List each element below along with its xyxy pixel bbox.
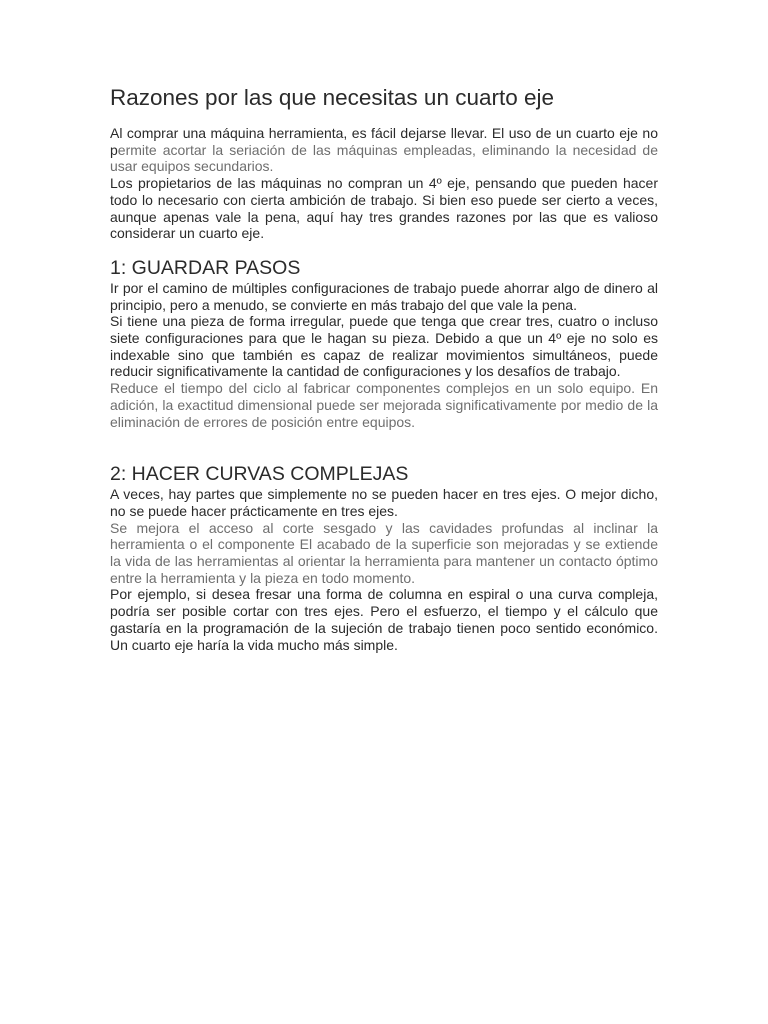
section-paragraph: Reduce el tiempo del ciclo al fabricar componentes complejos en un solo equipo. En adición, la exactitud dimensional puede ser mejorada significativamente por medio de la eliminación de errores de posición entre equipos. xyxy=(110,380,658,430)
document-title: Razones por las que necesitas un cuarto eje xyxy=(110,85,555,110)
section-paragraph: A veces, hay partes que simplemente no se pueden hacer en tres ejes. O mejor dicho, no se puede hacer prácticamente en tres ejes. xyxy=(110,486,658,519)
section-paragraph: Se mejora el acceso al corte sesgado y las cavidades profundas al inclinar la herramienta o el componente El acabado de la superficie son mejoradas y se extiende la vida de las herramientas al orientar la herramienta para mantener un contacto óptimo entre la herramienta y la pieza en todo momento. xyxy=(110,519,658,586)
section-hacer-curvas-complejas xyxy=(110,462,658,653)
intro-paragraph-1 xyxy=(110,125,658,175)
document-page xyxy=(110,83,658,653)
section-heading: 1: GUARDAR PASOS xyxy=(110,256,301,279)
section-paragraph: Por ejemplo, si desea fresar una forma de columna en espiral o una curva compleja, podría ser posible cortar con tres ejes. Pero el esfuerzo, el tiempo y el cálculo que gastaría en la programación de la sujeción de trabajo tienen poco sentido económico. Un cuarto eje haría la vida mucho más simple. xyxy=(110,586,658,653)
intro-paragraph-1-rest: ermite acortar la seriación de las máquinas empleadas, eliminando la necesidad de usar equipos secundarios. xyxy=(110,141,658,175)
section-guardar-pasos xyxy=(110,256,658,430)
section-paragraph: Ir por el camino de múltiples configuraciones de trabajo puede ahorrar algo de dinero al principio, pero a menudo, se convierte en más trabajo del que vale la pena. xyxy=(110,279,658,313)
intro-paragraph-1-lead: Al comprar una máquina herramienta, es fácil dejarse llevar. El uso de un cuarto eje no p xyxy=(110,125,658,158)
section-heading: 2: HACER CURVAS COMPLEJAS xyxy=(110,463,409,486)
intro-paragraph-2: Los propietarios de las máquinas no compran un 4º eje, pensando que pueden hacer todo lo necesario con cierta ambición de trabajo. Si bien eso puede ser cierto a veces, aunque apenas vale la pena, aquí hay tres grandes razones por las que es valioso considerar un cuarto eje. xyxy=(110,175,658,242)
section-paragraph: Si tiene una pieza de forma irregular, puede que tenga que crear tres, cuatro o incluso siete configuraciones para que le hagan su pieza. Debido a que un 4º eje no solo es indexable sino que también es capaz de realizar movimientos simultáneos, puede reducir significativamente la cantidad de configuraciones y los desafíos de trabajo. xyxy=(110,313,658,380)
